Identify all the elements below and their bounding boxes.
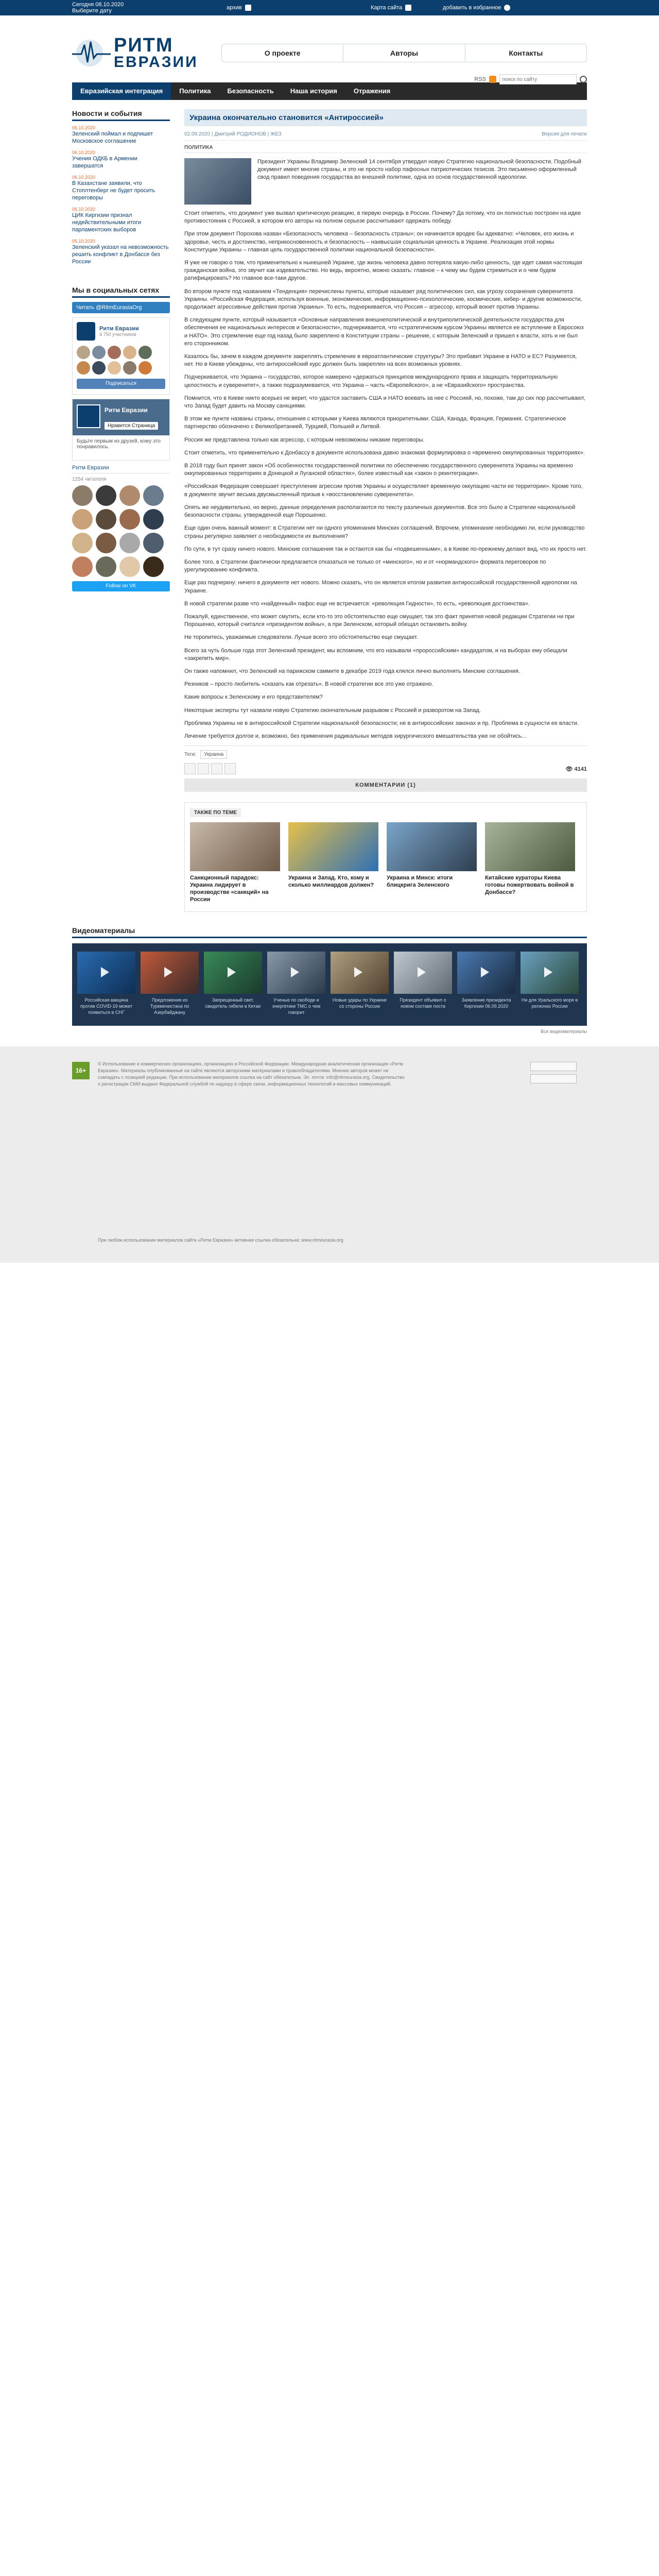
main-menu — [72, 82, 587, 100]
avatar[interactable] — [72, 533, 93, 553]
comments-toggle[interactable]: КОММЕНТАРИИ (1) — [184, 778, 587, 792]
tags-label: Теги: — [184, 752, 197, 758]
vk-group-name[interactable]: Ритм Евразии — [99, 326, 139, 332]
sidebar — [72, 109, 170, 912]
tags-row — [184, 745, 587, 759]
article-paragraph: Опять же неудивительно, но верно, данные определения располагаются по тексту различных документов. Все это было в Стратегии национальной безопасности страны, утвержденной еще Порошенко. — [184, 504, 576, 519]
logo-line1: РИТМ — [114, 35, 174, 56]
share-vk-icon[interactable] — [184, 763, 196, 774]
rss-label[interactable]: RSS — [474, 76, 486, 82]
avatar[interactable] — [119, 533, 140, 553]
article-paragraph: Он также напомнил, что Зеленский на парижском саммите в декабре 2019 года клялся лично выполнять Минские соглашения. — [184, 668, 521, 674]
avatar[interactable] — [96, 485, 116, 506]
article-paragraph: Всего за чуть больше года этот Зеленский президент, мы вспомним, что его называли «пророссийским» кандидатом, и на выборах ему обещали «закрепить мир». — [184, 647, 567, 662]
related-image[interactable] — [485, 822, 575, 871]
play-icon[interactable] — [418, 967, 426, 977]
nav-about[interactable]: О проекте — [222, 44, 343, 62]
avatar[interactable] — [96, 556, 116, 577]
avatar[interactable] — [143, 556, 164, 577]
heartbeat-logo-icon — [72, 38, 111, 69]
vk-member-avatars — [77, 346, 165, 375]
star-icon — [504, 5, 510, 11]
facebook-page-avatar[interactable] — [77, 404, 100, 428]
related-title: ТАКЖЕ ПО ТЕМЕ — [190, 808, 241, 817]
article-image — [184, 158, 251, 205]
article-paragraph: Я уже не говорю о том, что применительно к нынешней Украине, где жизнь человека давно потеряла какую-либо ценность, где идет самая настоящая гражданская война, это звучит как издевательство. Но ведь, вероятно, можно сказать: главное – к чему мы будем стремиться и о чем будем ратифицировать? Но главное все-таки другое. — [184, 260, 582, 282]
news-item[interactable]: 06.10.2020 ЦИК Киргизии признал недействительными итоги парламентских выборов — [72, 207, 142, 233]
avatar[interactable] — [96, 509, 116, 530]
date-block[interactable] — [72, 2, 124, 14]
rss-search — [474, 74, 587, 84]
footer-legal-text: © Использование в коммерческих организациях, организациях в Российской Федерации. Международная аналитическая организация «Ритм Евразии». Материалы опубликованные на сайте являются авторскими материалами и правообладателями. Мнение авторов может не совпадать с позицией редакции. При использовании материалов ссылка на сайт обязательна. Эл. почта: info@ritmeurasia.org. Свидетельство о регистрации СМИ выдано Федеральной службой по надзору в сфере связи, информационных технологий и массовых коммуникаций. — [98, 1061, 405, 1087]
play-icon[interactable] — [354, 967, 362, 977]
tag-link[interactable]: Украина — [200, 750, 227, 759]
article — [184, 109, 587, 912]
avatar[interactable] — [72, 509, 93, 530]
nav-contacts[interactable]: Контакты — [509, 49, 543, 57]
sitemap-icon — [405, 5, 411, 11]
calendar-icon — [245, 5, 251, 11]
article-paragraph: Еще раз подчеркну: ничего в документе нет нового. Можно сказать, что он является итогом развития антироссийской государственной идеологии на Украине. — [184, 580, 577, 594]
footer-counters — [530, 1062, 577, 1083]
video-thumbnail[interactable] — [204, 952, 262, 994]
video-item[interactable]: Заявление президента Киргизии 06.09.2020 — [457, 952, 515, 1015]
play-icon[interactable] — [481, 967, 489, 977]
article-paragraph: Какие вопросы к Зеленскому и его представителям? — [184, 694, 323, 701]
article-paragraph: В новой стратегии разве что «найденный» пафос еще не встречается: «революция Гидности», то есть, «революция достоинства». — [184, 600, 530, 607]
vk-subscribe-button[interactable]: Подписаться — [77, 379, 165, 389]
video-strip — [72, 943, 587, 1026]
menu-reflections[interactable]: Отражения — [353, 87, 391, 95]
video-item[interactable]: Президент объявил о новом составе поста — [394, 952, 452, 1015]
sitemap-link[interactable]: Карта сайта — [371, 5, 411, 11]
news-item[interactable]: 05.10.2020 Зеленский указал на невозможность решить конфликт в Донбассе без России — [72, 239, 169, 265]
article-paragraph: При этом документ Порохова назван «Безопасность человека – безопасность страны»; он начинается вродее бы адекватно: «Человек, его жизнь и здоровье, честь и достоинство, неприкосновенность и безопасность – наивысшая социальная ценность в Украине. Реализация этой нормы Конституции Украины – главная цель государственной политики национальной безопасности». — [184, 231, 574, 253]
article-paragraph: Некоторые эксперты тут назвали новую Стратегию окончательным разрывом с Россией и разворотом на Запад. — [184, 707, 481, 714]
article-paragraph: По сути, в тут сразу ничего нового. Минские соглашения так и остаются как бы «подвешенными», а в Киеве по-прежнему делают вид, что их просто нет. — [184, 546, 587, 552]
nav-authors[interactable]: Авторы — [343, 44, 465, 62]
menu-security[interactable]: Безопасность — [227, 87, 274, 95]
avatar[interactable] — [138, 361, 152, 375]
play-icon[interactable] — [164, 967, 172, 977]
video-thumbnail[interactable] — [331, 952, 389, 994]
video-thumbnail[interactable] — [521, 952, 579, 994]
avatar[interactable] — [72, 556, 93, 577]
video-section — [72, 926, 587, 1034]
video-thumbnail[interactable] — [457, 952, 515, 994]
related-item[interactable]: Санкционный парадокс: Украина лидирует в производстве «санкций» на России — [190, 822, 280, 903]
eye-icon: 👁 — [565, 766, 573, 772]
article-paragraph: Президент Украины Владимир Зеленский 14 сентября утвердил новую Стратегию национальной безопасности. Подобный документ имеет многие страны, и это не просто набор пафосных патриотических тезисов. Это письменно оформленный свод правил поведения государства во внешней политике, одна из основ государственной идеологии. — [257, 159, 582, 181]
avatar[interactable] — [123, 346, 136, 359]
views-count: 👁 4141 — [565, 766, 587, 772]
avatar[interactable] — [143, 533, 164, 553]
news-section-title: Новости и события — [72, 109, 170, 121]
share-ok-icon[interactable] — [224, 763, 236, 774]
search-icon[interactable] — [580, 76, 587, 83]
related-articles — [184, 802, 587, 912]
article-body — [184, 158, 587, 740]
avatar[interactable] — [119, 509, 140, 530]
article-title: Украина окончательно становится «Антироссией» — [184, 109, 587, 126]
related-item[interactable]: Китайские кураторы Киева готовы пожертвовать войной в Донбассе? — [485, 822, 575, 903]
play-icon[interactable] — [291, 967, 299, 977]
followers-widget — [72, 465, 170, 591]
article-meta: 02.09.2020 | Дмитрий РОДИОНОВ | ЖЕЗ Версия для печати — [184, 131, 587, 141]
share-facebook-icon[interactable] — [198, 763, 209, 774]
play-icon[interactable] — [228, 967, 236, 977]
followers-count: 1254 читателя — [72, 477, 107, 482]
article-paragraph: Казалось бы, зачем в каждом документе закреплять стремление в евроатлантические структуры? Это прибавит Украине в НАТО и ЕС? Разумеется, нет. Но в Киеве убеждены, что антироссийский курс должен быть закреплен на всех возможных уровнях. — [184, 353, 577, 368]
article-paragraph: Стоит отметить, что применительно к Донбассу в документе использована давно знакомая формулировка о «временно оккупированных территориях». — [184, 449, 585, 456]
avatar[interactable] — [77, 361, 90, 375]
twitter-follow-button[interactable]: Читать @RitmEurasiaOrg — [72, 302, 170, 313]
vk-widget — [72, 317, 170, 395]
avatar[interactable] — [96, 533, 116, 553]
article-paragraph: Более того, в Стратегии фактически предлагается отказаться не только от «минского», но и от «нормандского» формата переговоров по урегулированию конфликта. — [184, 558, 546, 573]
article-paragraph: Россия же представлена только как агрессор, с которым невозможны никакие переговоры. — [184, 436, 425, 443]
article-paragraph: Пожалуй, единственное, что может смутить, если кто-то это обстоятельство еще смущает, так это факт принятия новой редакции Стратегии ни при Порошенко, который считался «президентом войны», а при Зеленском, который обещал остановить войну. — [184, 613, 575, 628]
avatar[interactable] — [108, 361, 121, 375]
news-item[interactable]: 06.10.2020 В Казахстане заявили, что Стоплтенберг не будет просить переговоры — [72, 175, 155, 201]
print-version-link[interactable]: Версия для печати — [542, 131, 587, 137]
article-paragraph: Проблема Украины не в антироссийской Стратегии национальной безопасности; не в антироссийских законах и пр. Проблема в сущности ее власти. — [184, 720, 579, 726]
menu-politics[interactable]: Политика — [179, 87, 211, 95]
news-item[interactable]: 06.10.2020 Учения ОДКБ в Армении завершатся — [72, 150, 137, 169]
site-logo[interactable] — [72, 36, 198, 70]
article-paragraph: Резников – просто любитель «сказать как отрезать». В новой стратегии все это уже отражено. — [184, 681, 433, 688]
footer — [0, 1046, 659, 1263]
related-image[interactable] — [387, 822, 477, 871]
article-paragraph: Лечение требуется долгое и, возможно, без применения радикальных методов хирургического вмешательства уже не обойтись... — [184, 733, 527, 739]
search-input[interactable] — [499, 74, 577, 84]
video-thumbnail[interactable] — [394, 952, 452, 994]
top-bar — [0, 0, 659, 15]
related-item[interactable]: Украина и Запад. Кто, кому и сколько миллиардов должен? — [288, 822, 378, 903]
article-date: 02.09.2020 — [184, 131, 211, 137]
avatar[interactable] — [119, 556, 140, 577]
avatar[interactable] — [138, 346, 152, 359]
video-item[interactable]: Российская вакцина против COVID-19 может появиться в СНГ — [77, 952, 135, 1015]
share-icons — [184, 763, 236, 774]
avatar[interactable] — [77, 346, 90, 359]
article-paragraph: В следующем пункте, который называется «Основные направления внешнеполитической и внутриполитической деятельности государства для обеспечения ее национальных интересов и безопасности», подчеркивается, что «стратегическим курсом Украины является ее вступление в Евросоюз и НАТО». Это стремление еще год назад было закреплено в Конституции страны – решение, с которым Зеленский и пришел к власти, хоть и не был его сторонником. — [184, 317, 584, 347]
menu-eurasian-integration[interactable]: Евразийская интеграция — [72, 82, 171, 100]
share-twitter-icon[interactable] — [211, 763, 222, 774]
avatar[interactable] — [92, 346, 106, 359]
article-paragraph: Не торопитесь, уважаемые следователи. Лучше всего это обстоятельство еще смущает. — [184, 634, 418, 641]
article-paragraph: В этом же пункте названы страны, отношения с которыми у Киева являются приоритетными: США, Канада, Франция, Германия. Стратегическое партнерство обозначено с Великобританией, Турцией, Польшей и Литвой. — [184, 416, 566, 430]
share-row — [184, 763, 587, 774]
main-nav — [221, 44, 587, 62]
related-item[interactable]: Украина и Минск: итоги блицкрига Зеленского — [387, 822, 477, 903]
article-category[interactable]: ПОЛИТИКА — [184, 145, 587, 153]
facebook-note: Будьте первым из друзей, кому это понравилось. — [77, 438, 161, 450]
today-date: Сегодня 08.10.2020 — [72, 2, 124, 8]
footer-copyright: При любом использовании материалов сайта «Ритм Евразии» активная ссылка обязательна: www.ritmeurasia.org — [98, 1238, 343, 1243]
avatar[interactable] — [143, 485, 164, 506]
play-icon[interactable] — [544, 967, 552, 977]
menu-history[interactable]: Наша история — [290, 87, 337, 95]
followers-widget-title[interactable]: Ритм Евразии — [72, 465, 109, 471]
article-section[interactable]: ЖЕЗ — [270, 131, 282, 137]
vk-members: 4 750 участников — [99, 332, 136, 337]
video-thumbnail[interactable] — [141, 952, 199, 994]
counter-badge[interactable] — [530, 1074, 577, 1083]
all-videos-link[interactable]: Все видеоматериалы — [541, 1029, 587, 1035]
video-item[interactable]: Ни для Уральского моря в регионах России — [521, 952, 579, 1015]
video-thumbnail[interactable] — [77, 952, 135, 994]
header — [72, 15, 587, 82]
video-item[interactable]: Предложения из Туркменистана по Азербайджану — [141, 952, 199, 1015]
article-paragraph: «Российская Федерация совершает преступление агрессии против Украины и осуществляет временную оккупацию части ее территории». Кроме того, в документе звучит весьма двусмысленный призыв к «восстановлению суверенитета». — [184, 483, 583, 498]
article-paragraph: Стоит отметить, что документ уже вызвал критическую реакцию, в первую очередь в России. Почему? Да потому, что он полностью построен на идее противостояния с Россией, в котором его авторы на полном серьезе рассчитывают одержать победу. — [184, 210, 581, 225]
social-section-title: Мы в социальных сетях — [72, 286, 170, 298]
article-paragraph: Подчеркивается, что Украина – государство, которое намерено «держаться принципов международного права и защищать территориальную целостность и суверенитет», а также подразумевается, что Украина – часть «Европейского», а не «Евразийского» пространства. — [184, 374, 558, 388]
bookmark-link[interactable]: добавить в избранное — [443, 5, 510, 11]
related-image[interactable] — [190, 822, 280, 871]
counter-badge[interactable] — [530, 1062, 577, 1071]
logo-line2: ЕВРАЗИИ — [114, 54, 198, 71]
video-section-title: Видеоматериалы — [72, 926, 587, 938]
vk-group-avatar[interactable] — [77, 322, 95, 341]
facebook-page-name[interactable]: Ритм Евразии — [105, 406, 148, 414]
article-paragraph: Помнится, что в Киеве никто всерьез не верит, что удастся заставить США и НАТО воевать за нее с Россией, но, похоже, там до сих пор рассчитывают, что Запад будет давить на Москву санкциями. — [184, 395, 585, 410]
article-author[interactable]: Дмитрий РОДИОНОВ — [214, 131, 266, 137]
related-image[interactable] — [288, 822, 378, 871]
video-item[interactable]: Запрещенный свет, свидетель гибели в Китае — [204, 952, 262, 1015]
rss-icon[interactable] — [489, 76, 496, 83]
avatar[interactable] — [119, 485, 140, 506]
play-icon[interactable] — [101, 967, 109, 977]
article-paragraph: Во втором пункте под названием «Тенденция» перечислены пункты, которые называет ряд политических сил, как угрозу сохранения суверенитета Украины. «Российская Федерация, используя военные, экономические, информационно-психологические, космические, кибер- и другие возможности, продолжает агрессивные действия против Украины». То есть, подчеркивается, что Россия – агрессор, который воюет против Украины. — [184, 288, 582, 311]
video-item[interactable]: Новые удары по Украине со стороны России — [331, 952, 389, 1015]
article-paragraph: В 2018 году был принят закон «Об особенностях государственной политики по обеспечению государственного суверенитета Украины на временно оккупированных территориях в Донецкой и Луганской областях», более известный как «закон о реинтеграции». — [184, 463, 573, 477]
facebook-like-button[interactable]: Нравится Страница — [105, 422, 158, 430]
avatar[interactable] — [123, 361, 136, 375]
avatar[interactable] — [92, 361, 106, 375]
age-rating-badge: 16+ — [72, 1062, 90, 1079]
article-paragraph: Еще один очень важный момент: в Стратегии нет ни одного упоминания Минских соглашений. Впрочем, упоминание необходимо ли, если руководство страны регулярно заявляет о необходимости их выполнения? — [184, 525, 585, 539]
avatar[interactable] — [108, 346, 121, 359]
video-item[interactable]: Ученые по свободе и энергетике ТМС о чем говорит — [267, 952, 325, 1015]
archive-link[interactable]: архив — [227, 5, 251, 11]
video-thumbnail[interactable] — [267, 952, 325, 994]
facebook-widget — [72, 399, 170, 461]
choose-date[interactable]: Выберите дату — [72, 8, 112, 14]
avatar[interactable] — [143, 509, 164, 530]
followers-grid — [72, 485, 170, 577]
follow-button[interactable]: Follow on VK — [72, 581, 170, 591]
news-item[interactable]: 06.10.2020 Зеленский поймал и подпишет Московское соглашение — [72, 125, 153, 144]
avatar[interactable] — [72, 485, 93, 506]
